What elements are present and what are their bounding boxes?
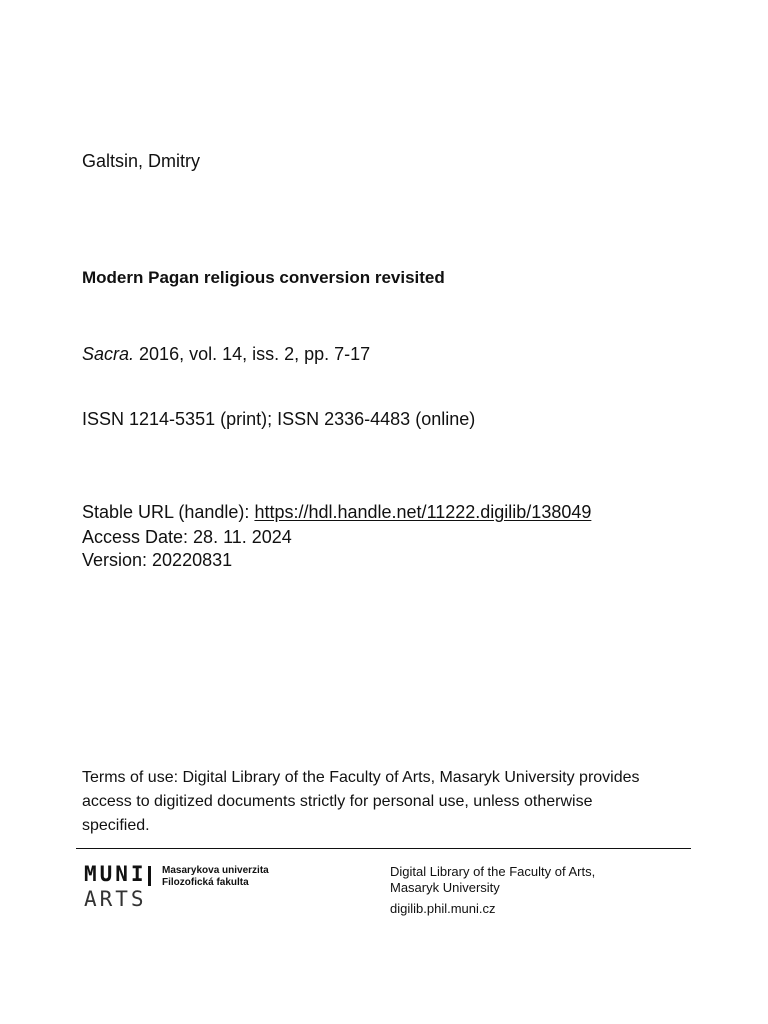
stable-url-line (82, 502, 591, 523)
stable-url-label: Stable URL (handle): (82, 502, 255, 522)
access-date: Access Date: 28. 11. 2024 (82, 527, 292, 547)
journal-name: Sacra. (82, 344, 135, 364)
logo-muni-text: MUNI (84, 862, 147, 886)
logo-arts-text: ARTS (84, 887, 147, 911)
terms-of-use: Terms of use: Digital Library of the Faculty of Arts, Masaryk University provides access to digitized documents strictly for personal use, unless otherwise specified. (82, 769, 640, 834)
stable-url-link[interactable]: https://hdl.handle.net/11222.digilib/138049 (254, 502, 592, 522)
logo-faculty: Filozofická fakulta (162, 877, 249, 888)
logo-bar (148, 866, 151, 886)
author-name: Galtsin, Dmitry (82, 151, 201, 171)
footer-library-line1: Digital Library of the Faculty of Arts, (390, 864, 596, 879)
footer-library-line2: Masaryk University (390, 880, 500, 895)
version: Version: 20220831 (82, 550, 233, 570)
citation-details: 2016, vol. 14, iss. 2, pp. 7-17 (134, 344, 371, 364)
citation (82, 344, 370, 365)
footer-website: digilib.phil.muni.cz (390, 901, 496, 916)
issn-line: ISSN 1214-5351 (print); ISSN 2336-4483 (online) (82, 409, 476, 429)
article-title: Modern Pagan religious conversion revisited (82, 268, 445, 287)
footer-divider (76, 848, 691, 849)
logo-university: Masarykova univerzita (162, 865, 269, 876)
